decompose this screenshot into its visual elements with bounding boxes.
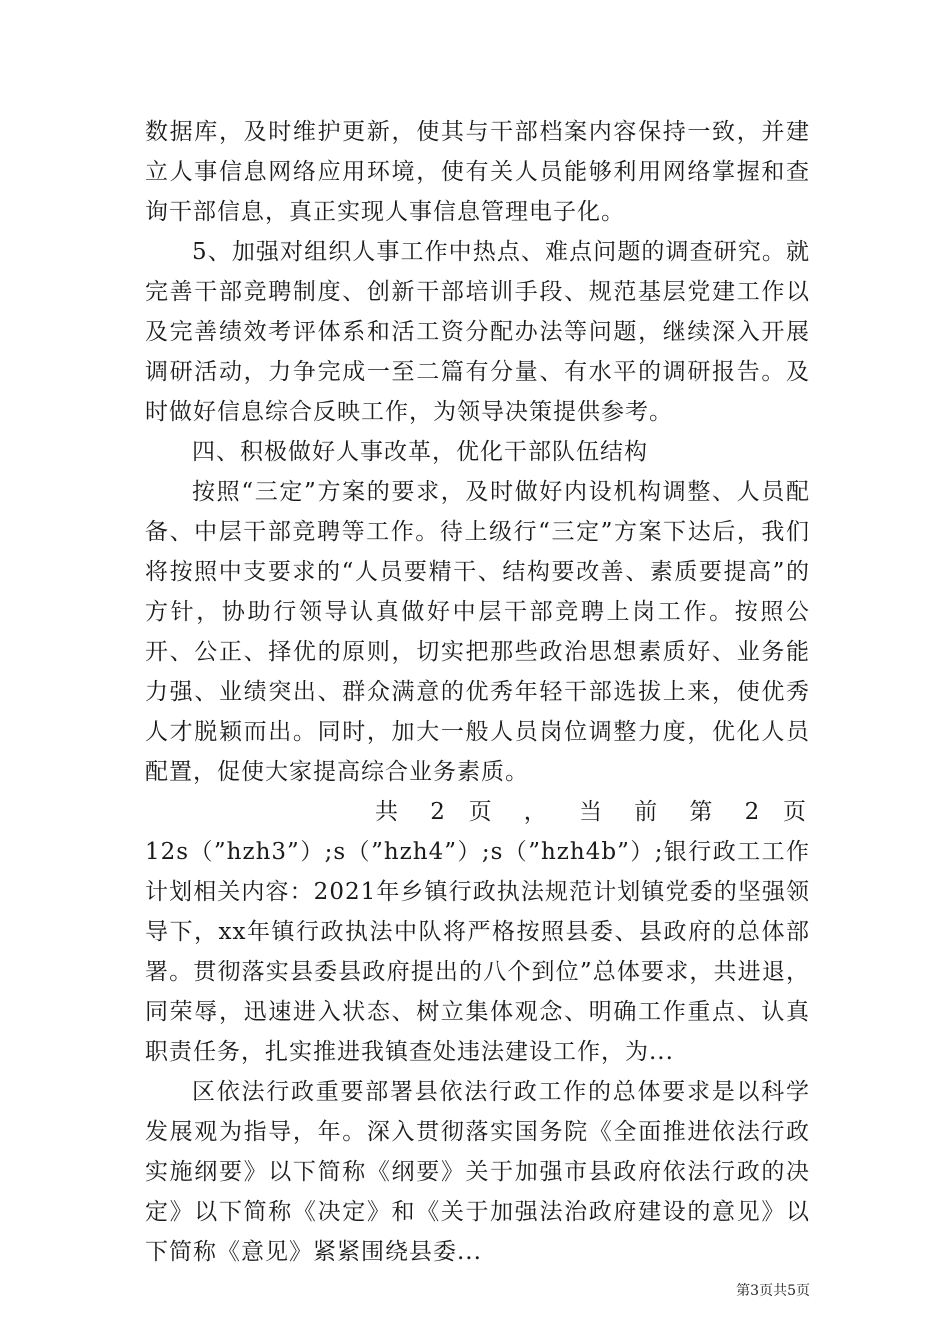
section-heading-personnel-reform: 四、积极做好人事改革，优化干部队伍结构 bbox=[192, 439, 648, 465]
paragraph-law-administration: 区依法行政重要部署县依法行政工作的总体要求是以科学发展观为指导，年。深入贯彻落实国务院《全面推进依法行政实施纲要》以下简称《纲要》关于加强市县政府依法行政的决定》以下简称《决定》和《关于加强法治政府建设的意见》以下简称《意见》紧紧围绕县委... bbox=[145, 1079, 810, 1265]
paragraph-research: 5、加强对组织人事工作中热点、难点问题的调查研究。就完善干部竞聘制度、创新干部培训手段、规范基层党建工作以及完善绩效考评体系和活工资分配办法等问题，继续深入开展调研活动，力争完成一至二篇有分量、有水平的调研报告。及时做好信息综合反映工作，为领导决策提供参考。 bbox=[145, 239, 810, 425]
paragraph-related-content: 12s（”hzh3”）;s（”hzh4”）;s（”hzh4b”）;银行政工工作计划相关内容：2021年乡镇行政执法规范计划镇党委的坚强领导下，xx年镇行政执法中队将严格按照县委、县政府的总体部署。贯彻落实县委县政府提出的八个到位”总体要求，共进退，同荣辱，迅速进入状态、树立集体观念、明确工作重点、认真职责任务，扎实推进我镇查处违法建设工作，为... bbox=[145, 839, 810, 1065]
paragraph-three-fix-plan: 按照“三定”方案的要求，及时做好内设机构调整、人员配备、中层干部竞聘等工作。待上级行“三定”方案下达后，我们将按照中支要求的“人员要精干、结构要改善、素质要提高”的方针，协助行领导认真做好中层干部竞聘上岗工作。按照公开、公正、择优的原则，切实把那些政治思想素质好、业务能力强、业绩突出、群众满意的优秀年轻干部选拔上来，使优秀人才脱颖而出。同时，加大一般人员岗位调整力度，优化人员配置，促使大家提高综合业务素质。 bbox=[145, 479, 810, 785]
page-footer: 第3页共5页 bbox=[736, 1283, 810, 1299]
page-count-line: 共 2 页 ， 当 前 第 2 页 bbox=[375, 799, 810, 825]
paragraph-database-maintenance: 数据库，及时维护更新，使其与干部档案内容保持一致，并建立人事信息网络应用环境，使有关人员能够利用网络掌握和查询干部信息，真正实现人事信息管理电子化。 bbox=[145, 119, 810, 225]
document-body bbox=[145, 112, 810, 1272]
